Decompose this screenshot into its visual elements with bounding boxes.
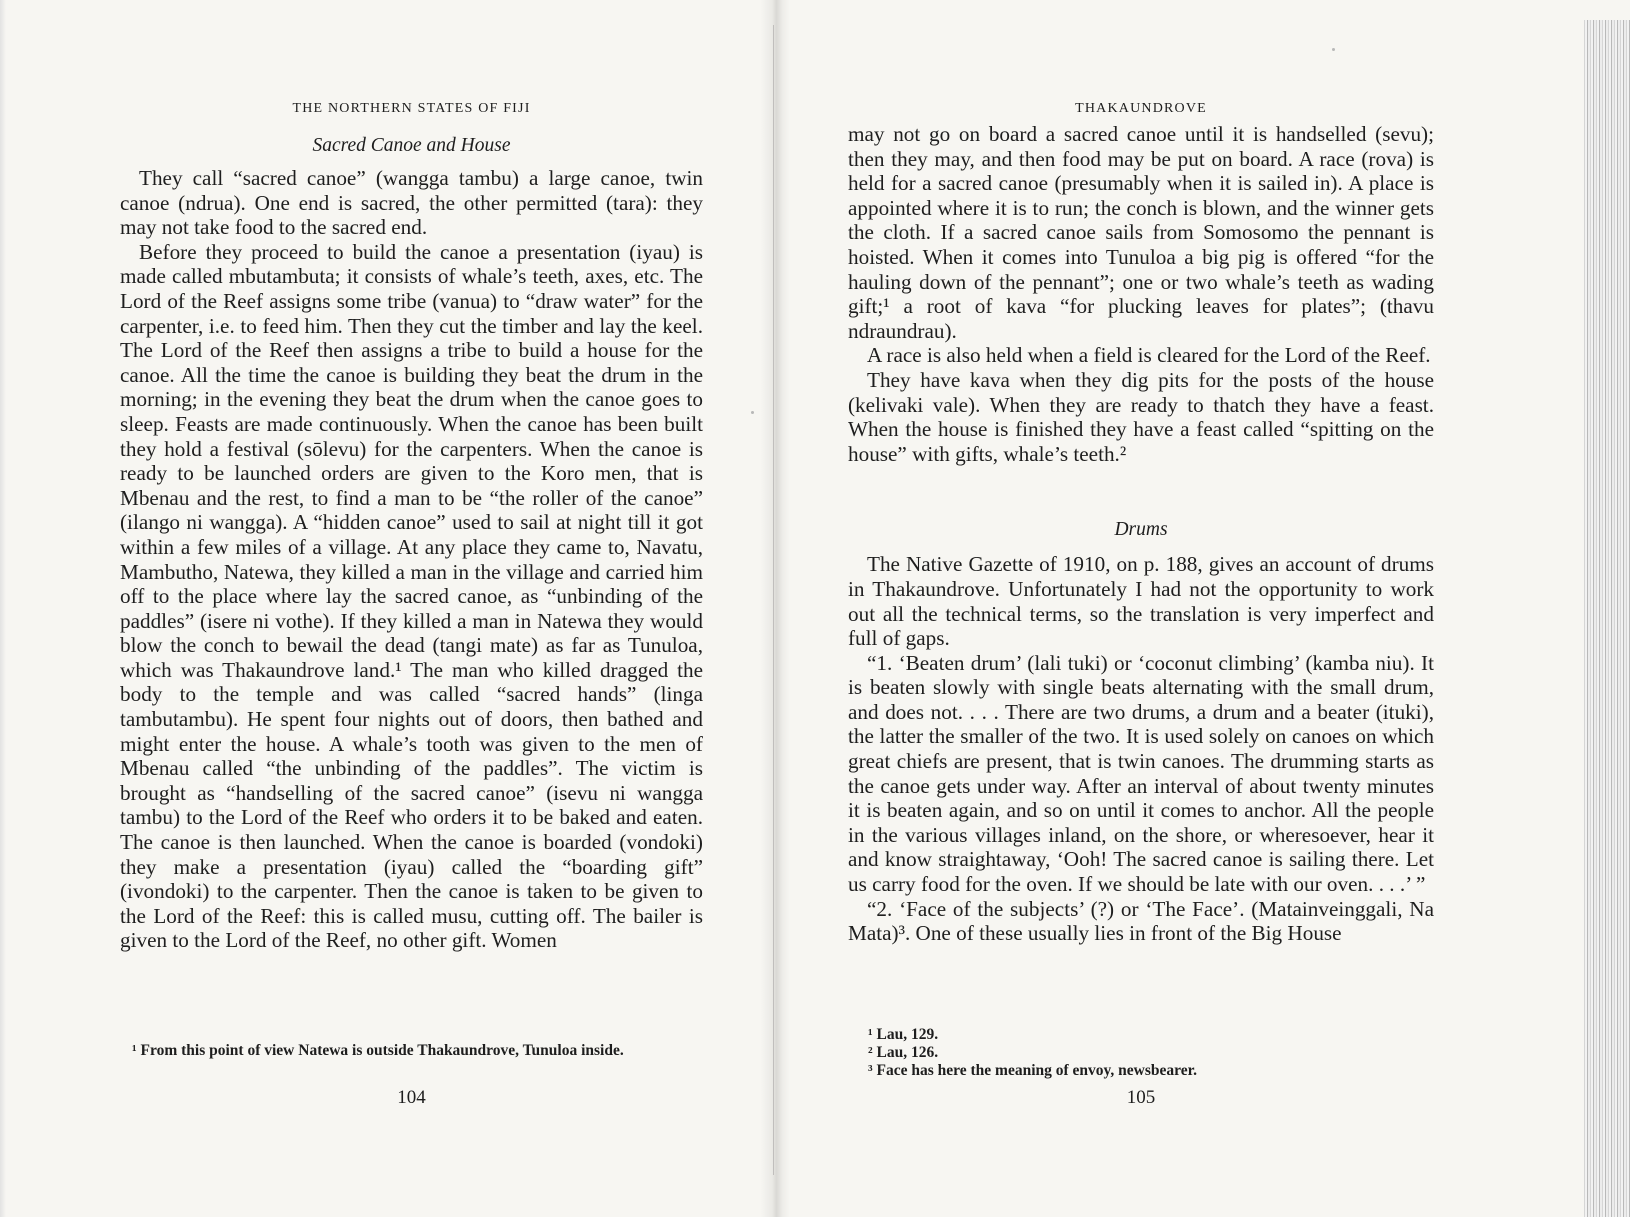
left-page [120, 96, 703, 1108]
paper-speck [1332, 48, 1335, 51]
section-title: Drums [1114, 519, 1168, 541]
footnote: ¹ From this point of view Natewa is outside Thakaundrove, Tunuloa inside. [132, 1042, 624, 1059]
footnote: ¹ Lau, 129. [868, 1026, 939, 1043]
running-head: THE NORTHERN STATES OF FIJI [292, 101, 531, 116]
paper-speck [751, 411, 754, 414]
paragraph: Before they proceed to build the canoe a presentation (iyau) is made called mbutambuta; it consists of whale’s teeth, axes, etc. The Lord of the Reef assigns some tribe (vanua) to “draw water” for the carpenter, i.e. to feed him. Then they cut the timber and lay the keel. The Lord of the Reef then assigns a tribe to build a house for the canoe. All the time the canoe is building they beat the drum in the morning; in the evening they beat the drum when the canoe goes to sleep. Feasts are made continuously. When the canoe has been built they hold a festival (sōlevu) for the carpenters. When the canoe is ready to be launched orders are given to the Koro men, that is Mbenau and the rest, to find a man to be “the roller of the canoe” (ilango ni wangga). A “hidden canoe” used to sail at night till it got within a few miles of a village. At any place they came to, Navatu, Mambutho, Natewa, they killed a man in the village and carried him off to the place where lay the sacred canoe, as “unbinding of the paddles” (isere ni vothe). If they killed a man in Natewa they would blow the conch to bewail the dead (tangi mate) as far as Tunuloa, which was Thakaundrove land.¹ The man who killed dragged the body to the temple and was called “sacred hands” (linga tambutambu). He spent four nights out of doors, then bathed and might enter the house. A whale’s tooth was given to the men of Mbenau called “the unbinding of the paddles”. The victim is brought as “handselling of the sacred canoe” (isevu ni wangga tambu) to the Lord of the Reef who orders it to be baked and eaten. The canoe is then launched. When the canoe is boarded (vondoki) they make a presentation (iyau) called the “boarding gift” (ivondoki) to the carpenter. Then the canoe is taken to be given to the Lord of the Reef: this is called musu, cutting off. The bailer is given to the Lord of the Reef, no other gift. Women [120, 239, 703, 953]
running-head: THAKAUNDROVE [1075, 101, 1207, 116]
section-title: Sacred Canoe and House [312, 135, 511, 156]
page-edge-left [0, 0, 6, 1217]
page-number: 104 [397, 1087, 426, 1108]
right-page [848, 96, 1434, 1108]
page-edges-right [1584, 20, 1630, 1217]
paragraph: “1. ‘Beaten drum’ (lali tuki) or ‘coconut climbing’ (kamba niu). It is beaten slowly with single beats alternating with the small drum, and does not. . . . There are two drums, a drum and a beater (ituki), the latter the smaller of the two. It is used solely on canoes on which great chiefs are present, that is twin canoes. The drumming starts as the canoe gets under way. After an interval of about twenty minutes it is beaten again, and so on until it comes to anchor. All the people in the various villages inland, on the shore, or wheresoever, hear it and know straightaway, ‘Ooh! The sacred canoe is sailing there. Let us carry food for the oven. If we should be late with our oven. . . .’ ” [848, 650, 1434, 897]
footnote: ² Lau, 126. [868, 1044, 939, 1061]
footnote: ³ Face has here the meaning of envoy, newsbearer. [868, 1062, 1197, 1079]
paragraph: may not go on board a sacred canoe until it is handselled (sevu); then they may, and then food may be put on board. A race (rova) is held for a sacred canoe (presumably when it is sailed in). A place is appointed where it is to run; the conch is blown, and the winner gets the cloth. If a sacred canoe sails from Somosomo the pennant is hoisted. When it comes into Tunuloa a big pig is offered “for the hauling down of the pennant”; one or two whale’s teeth as wading gift;¹ a root of kava “for plucking leaves for plates”; (thavu ndraundrau). [848, 122, 1434, 343]
book-gutter [760, 0, 790, 1217]
footnotes [120, 1042, 703, 1060]
paragraph: A race is also held when a field is cleared for the Lord of the Reef. [867, 343, 1431, 368]
footnotes [868, 1026, 1434, 1080]
paragraph: They call “sacred canoe” (wangga tambu) a large canoe, twin canoe (ndrua). One end is sacred, the other permitted (tara): they may not take food to the sacred end. [120, 166, 703, 240]
paragraph: They have kava when they dig pits for the posts of the house (kelivaki vale). When they are ready to thatch they have a feast. When the house is finished they have a feast called “spitting on the house” with gifts, whale’s teeth.² [848, 367, 1434, 466]
paragraph: The Native Gazette of 1910, on p. 188, gives an account of drums in Thakaundrove. Unfortunately I had not the opportunity to work out all the technical terms, so the translation is very imperfect and full of gaps. [848, 552, 1434, 651]
gutter-fold-line [773, 25, 774, 1175]
paragraph: “2. ‘Face of the subjects’ (?) or ‘The Face’. (Matainveinggali, Na Mata)³. One of these usually lies in front of the Big House [848, 896, 1434, 946]
page-number: 105 [1126, 1087, 1156, 1108]
